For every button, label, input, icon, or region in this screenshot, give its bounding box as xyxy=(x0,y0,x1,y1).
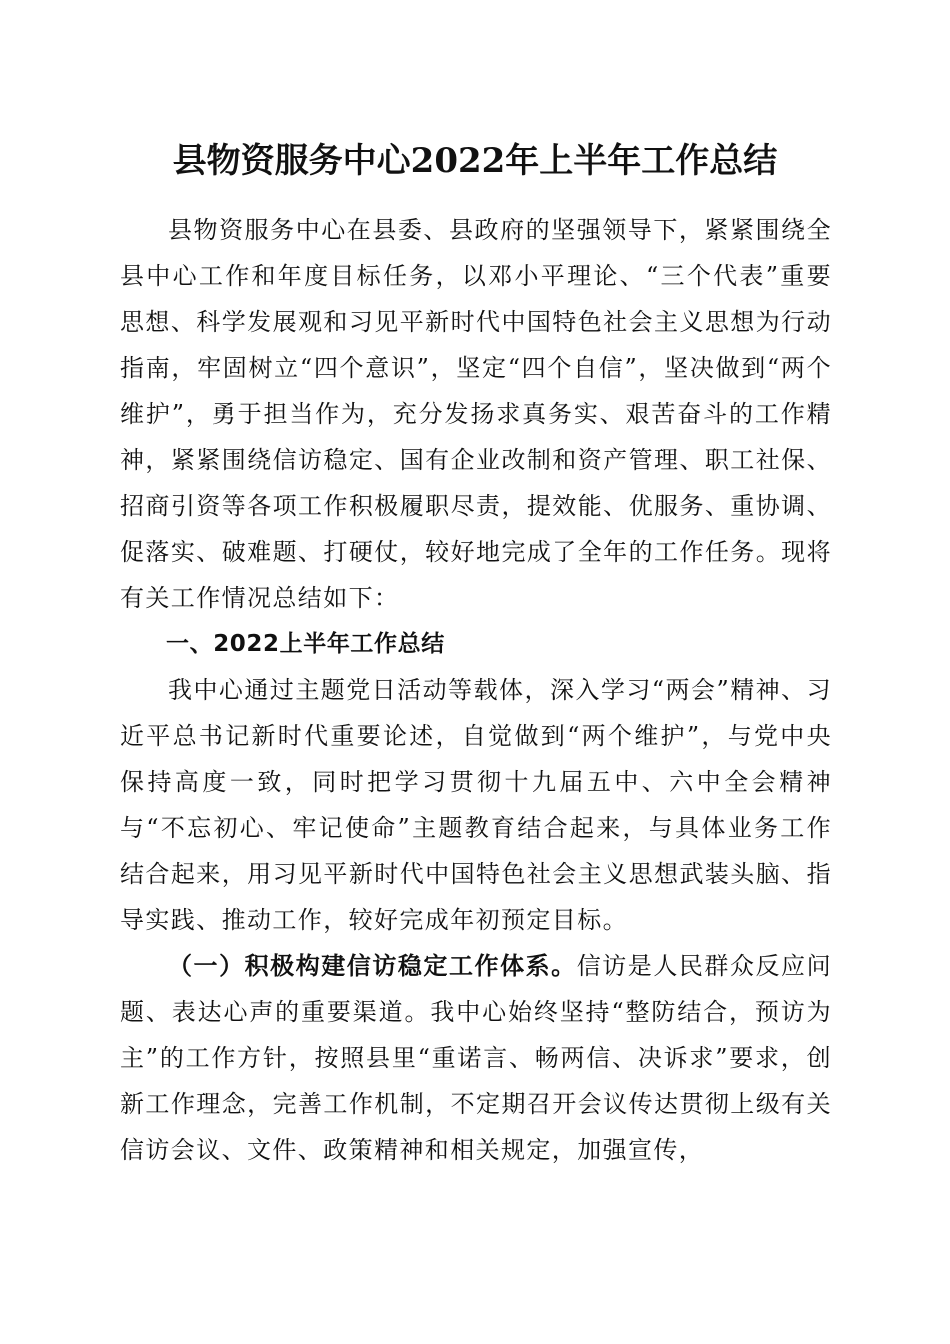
document-title: 县物资服务中心2022年上半年工作总结 xyxy=(172,141,778,181)
subsection-paragraph xyxy=(120,943,832,1173)
document-body xyxy=(120,207,832,1173)
subsection-text: 信访是人民群众反应问题、表达心声的重要渠道。我中心始终坚持“整防结合，预访为主”的工作方针，按照县里“重诺言、畅两信、决诉求”要求，创新工作理念，完善工作机制，不定期召开会议传达贯彻上级有关信访会议、文件、政策精神和相关规定，加强宣传， xyxy=(120,952,832,1164)
intro-paragraph: 县物资服务中心在县委、县政府的坚强领导下，紧紧围绕全县中心工作和年度目标任务，以邓小平理论、“三个代表”重要思想、科学发展观和习见平新时代中国特色社会主义思想为行动指南，牢固树立“四个意识”，坚定“四个自信”，坚决做到“两个维护”，勇于担当作为，充分发扬求真务实、艰苦奋斗的工作精神，紧紧围绕信访稳定、国有企业改制和资产管理、职工社保、招商引资等各项工作积极履职尽责，提效能、优服务、重协调、促落实、破难题、打硬仗，较好地完成了全年的工作任务。现将有关工作情况总结如下： xyxy=(120,216,832,612)
section-paragraph: 我中心通过主题党日活动等载体，深入学习“两会”精神、习近平总书记新时代重要论述，自觉做到“两个维护”，与党中央保持高度一致，同时把学习贯彻十九届五中、六中全会精神与“不忘初心、牢记使命”主题教育结合起来，与具体业务工作结合起来，用习见平新时代中国特色社会主义思想武装头脑、指导实践、推动工作，较好完成年初预定目标。 xyxy=(120,676,832,934)
section-heading: 一、2022上半年工作总结 xyxy=(166,631,445,657)
subsection-lead: （一）积极构建信访稳定工作体系。 xyxy=(168,952,577,980)
